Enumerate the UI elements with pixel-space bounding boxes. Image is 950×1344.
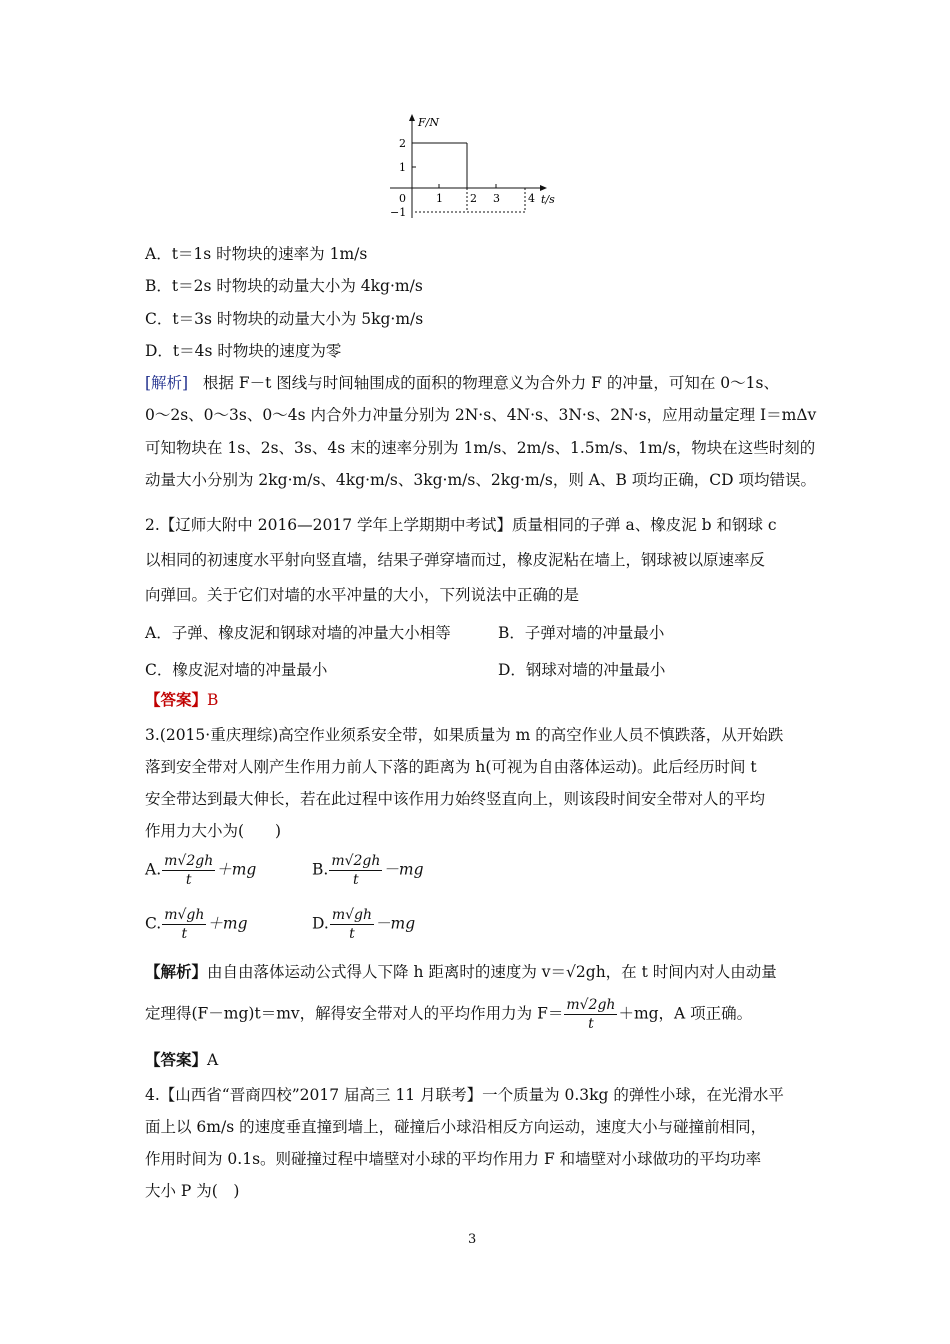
fraction — [330, 906, 374, 943]
q3-answer — [145, 1050, 218, 1070]
q4-stem-line-1: 4.【山西省“晋商四校”2017 届高三 11 月联考】一个质量为 0.3kg 的弹性小球，在光滑水平 — [145, 1086, 784, 1104]
option-tail: ＋mg — [216, 860, 257, 879]
page-number: 3 — [468, 1232, 477, 1247]
q3-stem-line-3: 安全带达到最大伸长，若在此过程中该作用力始终竖直向上，则该段时间安全带对人的平均 — [145, 790, 766, 808]
q3-option-b — [312, 852, 424, 889]
analysis-tag: [解析] — [145, 374, 189, 392]
q3-option-d — [312, 906, 415, 943]
fraction-numerator: m√gh — [164, 907, 205, 923]
fraction-denominator: t — [181, 926, 188, 942]
y-tick-label-2: 2 — [399, 137, 406, 150]
analysis-text: 根据 F－t 图线与时间轴围成的面积的物理意义为合外力 F 的冲量，可知在 0～1s、 — [202, 374, 779, 392]
q3-option-a — [145, 852, 256, 889]
fraction-denominator: t — [349, 926, 355, 942]
fraction-numerator: m√gh — [331, 907, 372, 923]
fraction-denominator: t — [588, 1016, 594, 1032]
fraction-denominator: t — [353, 872, 359, 888]
y-tick-label-neg1: −1 — [390, 206, 407, 219]
x-tick-label-3: 3 — [493, 192, 500, 205]
q1-analysis-line-4: 动量大小分别为 2kg·m/s、4kg·m/s、3kg·m/s、2kg·m/s，则 A、B 项均正确，CD 项均错误。 — [145, 471, 816, 489]
q3-option-c — [145, 906, 248, 943]
y-tick-label-1: 1 — [399, 161, 406, 174]
q3-analysis-line-1 — [145, 962, 777, 982]
option-tail: －mg — [383, 860, 424, 879]
option-label: C. — [145, 914, 162, 933]
q4-stem-line-4: 大小 P 为( ) — [145, 1182, 240, 1200]
analysis-tag: 【解析】 — [145, 962, 208, 981]
fraction-numerator: m√2gh — [566, 997, 616, 1013]
q2-answer — [145, 690, 218, 710]
y-axis-arrow — [409, 114, 415, 121]
option-tail: ＋mg — [207, 914, 248, 933]
x-tick-label-4: 4 — [528, 192, 535, 205]
q2-option-a: A．子弹、橡皮泥和钢球对墙的冲量大小相等 — [145, 624, 451, 642]
analysis-text: 定理得(F－mg)t＝mv，解得安全带对人的平均作用力为 F＝ — [145, 1004, 564, 1023]
x-axis-label: t/s — [541, 193, 555, 206]
q3-stem-line-4: 作用力大小为( ) — [145, 822, 282, 840]
answer-tag: 【答案】 — [145, 690, 208, 709]
analysis-text: 由自由落体运动公式得人下降 h 距离时的速度为 v＝√2gh，在 t 时间内对人由动量 — [207, 963, 777, 981]
fraction — [564, 996, 617, 1033]
q3-analysis-line-2 — [145, 996, 752, 1033]
q3-stem-line-1: 3.(2015·重庆理综)高空作业须系安全带，如果质量为 m 的高空作业人员不慎跌落，从开始跌 — [145, 726, 784, 744]
x-tick-label-2: 2 — [470, 192, 477, 205]
q2-stem-line-1: 2.【辽师大附中 2016—2017 学年上学期期中考试】质量相同的子弹 a、橡皮泥 b 和钢球 c — [145, 516, 777, 534]
origin-label: 0 — [399, 192, 406, 205]
fraction — [162, 852, 215, 889]
y-axis-label: F/N — [418, 116, 439, 129]
answer-value: A — [207, 1051, 219, 1069]
q2-option-d: D．钢球对墙的冲量最小 — [498, 661, 666, 679]
q4-stem-line-3: 作用时间为 0.1s。则碰撞过程中墙壁对小球的平均作用力 F 和墙壁对小球做功的平均功率 — [145, 1150, 762, 1168]
option-label: D. — [312, 914, 329, 933]
answer-tag: 【答案】 — [145, 1050, 208, 1069]
q3-stem-line-2: 落到安全带对人刚产生作用力前人下落的距离为 h(可视为自由落体运动)。此后经历时间 t — [145, 758, 757, 776]
q1-option-a: A．t＝1s 时物块的速率为 1m/s — [145, 245, 368, 263]
q1-analysis-line-2: 0～2s、0～3s、0～4s 内合外力冲量分别为 2N·s、4N·s、3N·s、2N·s，应用动量定理 I＝mΔv — [145, 406, 817, 424]
analysis-text: ＋mg，A 项正确。 — [618, 1004, 753, 1023]
q1-analysis-line-1 — [145, 373, 779, 393]
q2-option-c: C．橡皮泥对墙的冲量最小 — [145, 661, 328, 679]
force-time-graph — [385, 110, 565, 222]
q2-stem-line-3: 向弹回。关于它们对墙的水平冲量的大小，下列说法中正确的是 — [145, 586, 580, 604]
fraction-numerator: m√2gh — [331, 853, 381, 869]
fraction — [162, 906, 206, 943]
fraction-denominator: t — [185, 872, 192, 888]
q2-option-b: B．子弹对墙的冲量最小 — [498, 624, 665, 642]
option-label: B. — [312, 860, 329, 879]
q1-option-d: D．t＝4s 时物块的速度为零 — [145, 342, 342, 360]
q1-option-c: C．t＝3s 时物块的动量大小为 5kg·m/s — [145, 310, 424, 328]
fraction — [329, 852, 382, 889]
q2-stem-line-2: 以相同的初速度水平射向竖直墙，结果子弹穿墙而过，橡皮泥粘在墙上，钢球被以原速率反 — [145, 551, 766, 569]
option-label: A. — [145, 860, 162, 879]
q4-stem-line-2: 面上以 6m/s 的速度垂直撞到墙上，碰撞后小球沿相反方向运动，速度大小与碰撞前相同， — [145, 1118, 767, 1136]
x-axis-arrow — [540, 185, 547, 191]
q1-option-b: B．t＝2s 时物块的动量大小为 4kg·m/s — [145, 277, 423, 295]
q1-analysis-line-3: 可知物块在 1s、2s、3s、4s 末的速率分别为 1m/s、2m/s、1.5m/s、1m/s，物块在这些时刻的 — [145, 439, 816, 457]
fraction-numerator: m√2gh — [164, 853, 214, 869]
option-tail: －mg — [375, 914, 416, 933]
answer-value: B — [207, 691, 219, 709]
x-tick-label-1: 1 — [436, 192, 443, 205]
